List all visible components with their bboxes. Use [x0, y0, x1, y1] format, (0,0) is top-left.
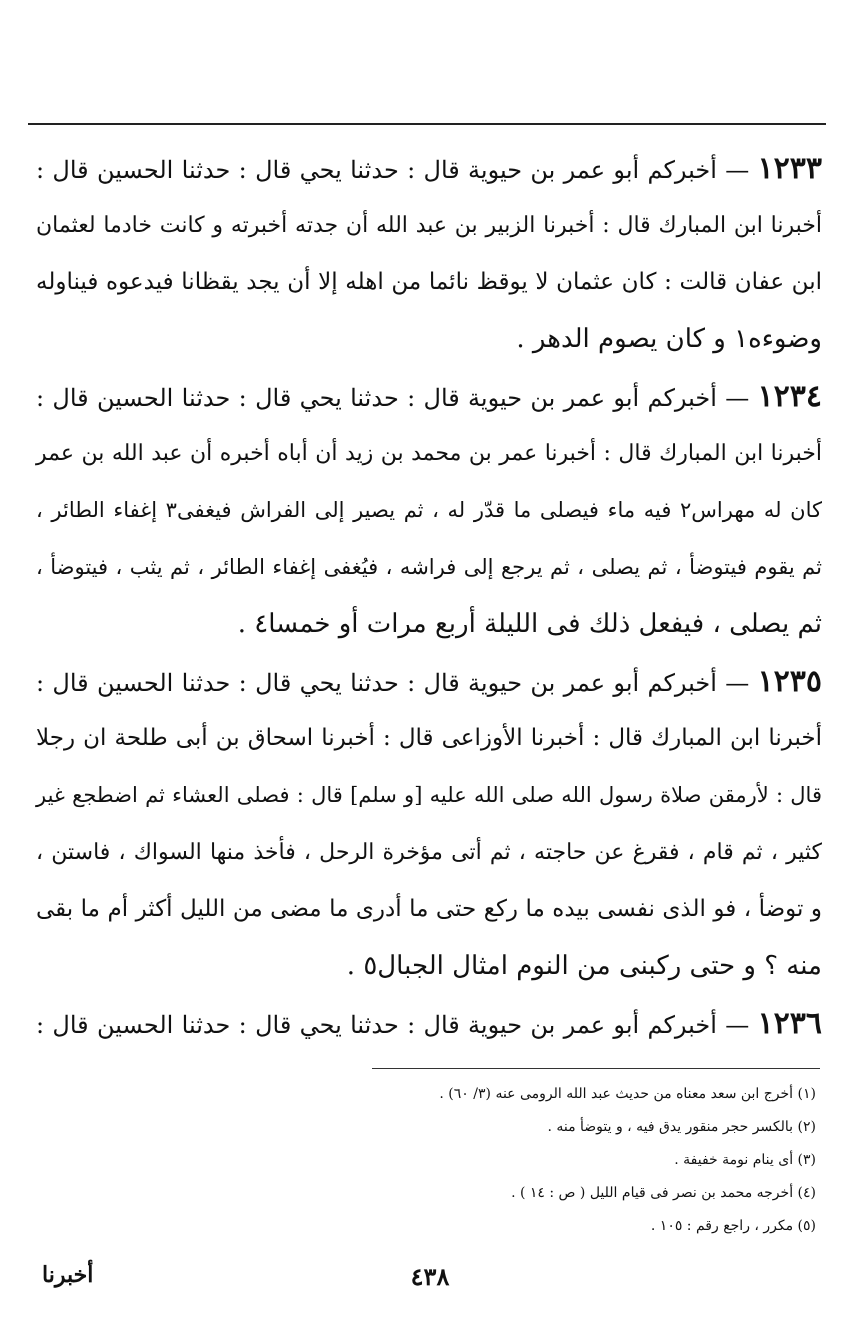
text-line: قال : لأرمقن صلاة رسول الله صلى الله عليه [و سلم] قال : فصلى العشاء ثم اضطجع غير: [36, 783, 822, 807]
hadith-number: ١٢٣٥: [757, 664, 822, 699]
footnote: (٥) مكرر ، راجع رقم : ١٠٥ .: [650, 1218, 816, 1234]
text-line: ثم يقوم فيتوضأ ، ثم يصلى ، ثم يرجع إلى فراشه ، فيُغفى إغفاء الطائر ، ثم يثب ، فيتوضأ ،: [36, 555, 822, 579]
header-rule: [28, 123, 826, 125]
paragraph-heading-line: [36, 653, 822, 710]
main-text: [36, 140, 822, 1052]
page-number: ٤٣٨: [410, 1262, 450, 1291]
paragraph-heading-line: [36, 140, 822, 197]
footnote: (٤) أخرجه محمد بن نصر فى قيام الليل ( ص : ١٤ ) .: [511, 1185, 816, 1201]
text-line: أخبرنا ابن المبارك قال : أخبرنا الزبير بن عبد الله أن جدته أخبرته و كانت خادما لعثمان: [36, 213, 822, 238]
footnote-rule: [372, 1068, 820, 1069]
text-line: أخبرنا ابن المبارك قال : أخبرنا الأوزاعى قال : أخبرنا اسحاق بن أبى طلحة ان رجلا: [36, 725, 822, 751]
footnote: (٣) أى ينام نومة خفيفة .: [674, 1152, 816, 1168]
paragraph-heading-line: [36, 995, 822, 1052]
catchword: أخبرنا: [42, 1262, 94, 1288]
text-line: منه ؟ و حتى ركبنى من النوم امثال الجبال٥ .: [346, 951, 822, 981]
hadith-number: ١٢٣٣: [757, 151, 822, 186]
footnote: (١) أخرج ابن سعد معناه من حديث عبد الله الرومى عنه (٣/ ٦٠) .: [439, 1086, 816, 1102]
footnote: (٢) بالكسر حجر منقور يدق فيه ، و يتوضأ منه .: [547, 1119, 816, 1135]
paragraph-heading-line: [36, 368, 822, 425]
text-line: — أخبركم أبو عمر بن حيوية قال : حدثنا يحي قال : حدثنا الحسين قال :: [36, 1011, 750, 1039]
text-line: أخبرنا ابن المبارك قال : أخبرنا عمر بن محمد بن زيد أن أباه أخبره أن عبد الله بن عمر: [36, 441, 822, 466]
text-line: ثم يصلى ، فيفعل ذلك فى الليلة أربع مرات أو خمسا٤ .: [237, 609, 822, 639]
text-line: ابن عفان قالت : كان عثمان لا يوقظ نائما من اهله إلا أن يجد يقظانا فيدعوه فيناوله: [36, 269, 822, 295]
hadith-number: ١٢٣٤: [757, 379, 822, 414]
text-line: وضوءه١ و كان يصوم الدهر .: [516, 324, 822, 354]
text-line: — أخبركم أبو عمر بن حيوية قال : حدثنا يحي قال : حدثنا الحسين قال :: [36, 384, 750, 412]
text-line: — أخبركم أبو عمر بن حيوية قال : حدثنا يحي قال : حدثنا الحسين قال :: [36, 669, 750, 697]
hadith-number: ١٢٣٦: [757, 1006, 822, 1041]
text-line: كثير ، ثم قام ، فقرغ عن حاجته ، ثم أتى مؤخرة الرحل ، فأخذ منها السواك ، فاستن ،: [36, 840, 822, 865]
text-line: — أخبركم أبو عمر بن حيوية قال : حدثنا يحي قال : حدثنا الحسين قال :: [36, 156, 750, 184]
text-line: و توضأ ، فو الذى نفسى بيده ما ركع حتى ما أدرى ما مضى من الليل أكثر أم ما بقى: [36, 896, 822, 922]
footnotes: [316, 1078, 816, 1243]
text-line: كان له مهراس٢ فيه ماء فيصلى ما قدّر له ، ثم يصير إلى الفراش فيغفى٣ إغفاء الطائر ،: [36, 498, 822, 522]
